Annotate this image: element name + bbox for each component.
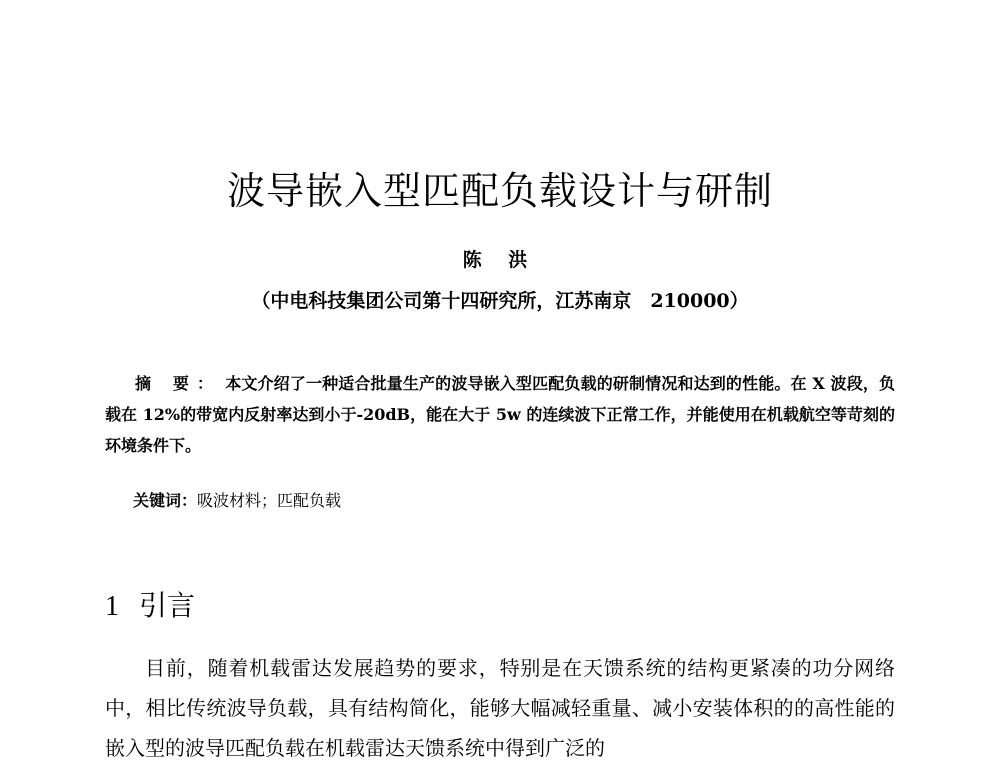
- author-name: 陈 洪: [462, 249, 538, 271]
- paper-title: 波导嵌入型匹配负载设计与研制: [226, 169, 773, 213]
- section-title: 引言: [139, 589, 196, 622]
- section-number: 1: [105, 591, 119, 622]
- keywords-text: 吸波材料；匹配负载: [197, 491, 342, 510]
- abstract-text: 本文介绍了一种适合批量生产的波导嵌入型匹配负载的研制情况和达到的性能。在 X 波段，负载在 12%的带宽内反射率达到小于-20dB，能在大于 5w 的连续波下正常工作，并能使用在机载航空等苛刻的环境条件下。: [105, 374, 895, 455]
- body-paragraph-text: 目前，随着机载雷达发展趋势的要求，特别是在天馈系统的结构更紧凑的功分网络中，相比传统波导负载，具有结构简化，能够大幅减轻重量、减小安装体积的的高性能的嵌入型的波导匹配负载在机载雷达天馈系统中得到广泛的: [105, 656, 895, 760]
- abstract-paragraph: [105, 368, 895, 461]
- body-paragraph: [105, 648, 895, 760]
- keywords: [133, 486, 341, 516]
- abstract: [105, 368, 895, 461]
- section-heading: [105, 588, 195, 625]
- abstract-label: 摘 要：: [135, 374, 222, 393]
- keywords-label: 关键词：: [133, 491, 198, 510]
- author-affiliation: （中电科技集团公司第十四研究所，江苏南京 210000）: [251, 290, 749, 312]
